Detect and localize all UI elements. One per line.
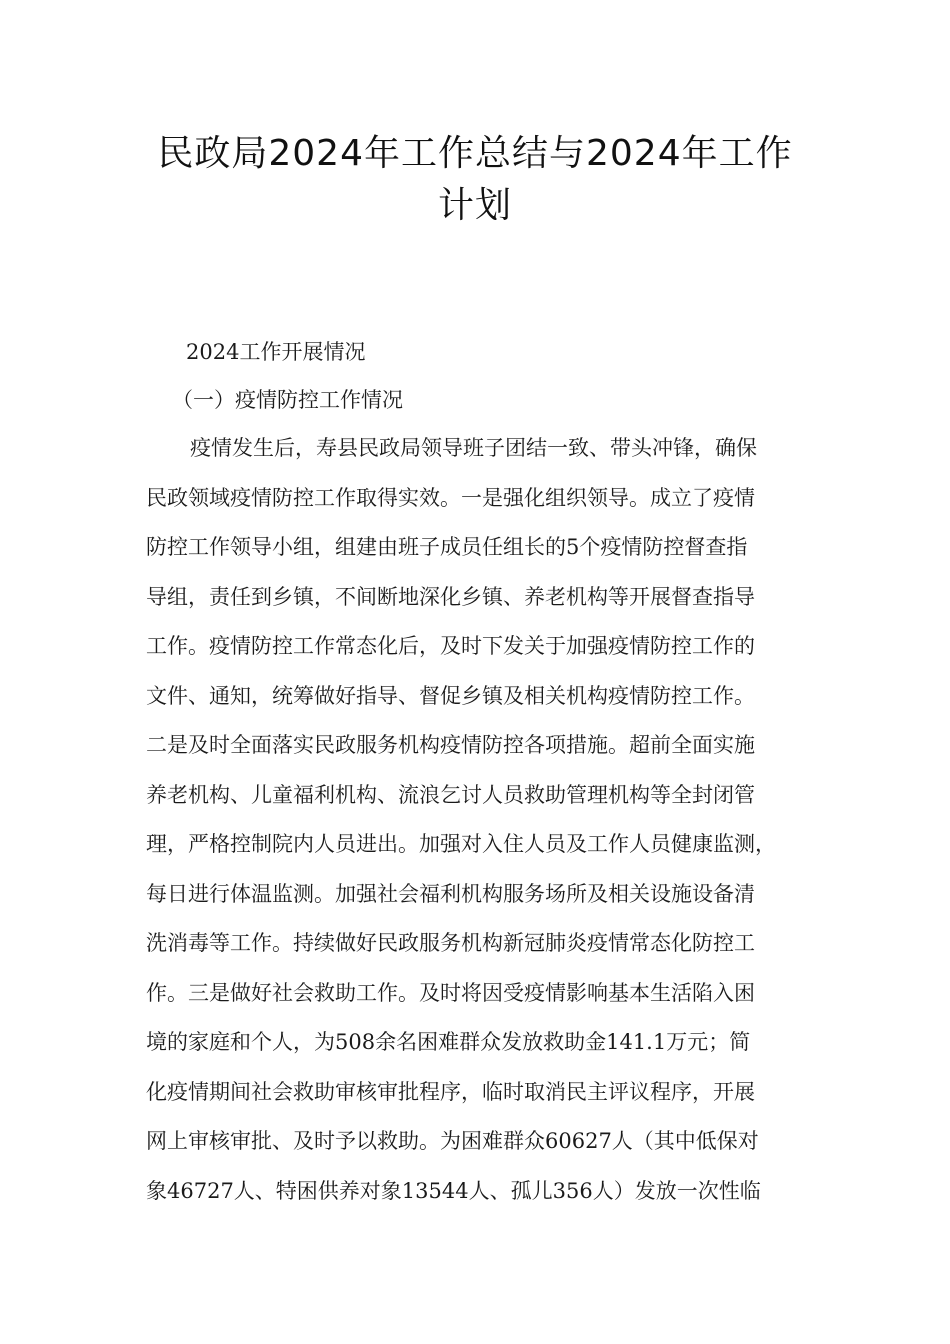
paragraph-line: 导组，责任到乡镇，不间断地深化乡镇、养老机构等开展督查指导 <box>146 584 755 609</box>
document-title-line-2: 计划 <box>437 185 512 226</box>
paragraph-line: 象46727人、特困供养对象13544人、孤儿356人）发放一次性临 <box>146 1178 761 1203</box>
paragraph-line: 境的家庭和个人，为508余名困难群众发放救助金141.1万元；简 <box>146 1030 751 1054</box>
paragraph-line: 疫情发生后，寿县民政局领导班子团结一致、带头冲锋，确保 <box>190 436 757 460</box>
subsection-heading: （一）疫情防控工作情况 <box>172 388 403 412</box>
paragraph-line: 网上审核审批、及时予以救助。为困难群众60627人（其中低保对 <box>146 1129 759 1153</box>
paragraph-line: 化疫情期间社会救助审核审批程序，临时取消民主评议程序，开展 <box>146 1079 755 1104</box>
document-title-line-1: 民政局2024年工作总结与2024年工作 <box>157 133 793 174</box>
paragraph-line: 理，严格控制院内人员进出。加强对入住人员及工作人员健康监测， <box>146 832 776 856</box>
paragraph-line: 养老机构、儿童福利机构、流浪乞讨人员救助管理机构等全封闭管 <box>146 782 755 807</box>
section-heading: 2024工作开展情况 <box>186 340 366 364</box>
document-title <box>120 128 830 232</box>
paragraph-line: 洗消毒等工作。持续做好民政服务机构新冠肺炎疫情常态化防控工 <box>146 931 755 955</box>
paragraph-line: 作。三是做好社会救助工作。及时将因受疫情影响基本生活陷入困 <box>146 980 755 1005</box>
paragraph-line: 二是及时全面落实民政服务机构疫情防控各项措施。超前全面实施 <box>146 733 755 757</box>
paragraph-line: 工作。疫情防控工作常态化后，及时下发关于加强疫情防控工作的 <box>146 634 755 658</box>
paragraph-line: 文件、通知，统筹做好指导、督促乡镇及相关机构疫情防控工作。 <box>146 683 755 708</box>
body-paragraph <box>146 424 826 1216</box>
paragraph-line: 每日进行体温监测。加强社会福利机构服务场所及相关设施设备清 <box>146 881 755 906</box>
paragraph-line: 防控工作领导小组，组建由班子成员任组长的5个疫情防控督查指 <box>146 535 748 559</box>
paragraph-line: 民政领域疫情防控工作取得实效。一是强化组织领导。成立了疫情 <box>146 485 755 510</box>
